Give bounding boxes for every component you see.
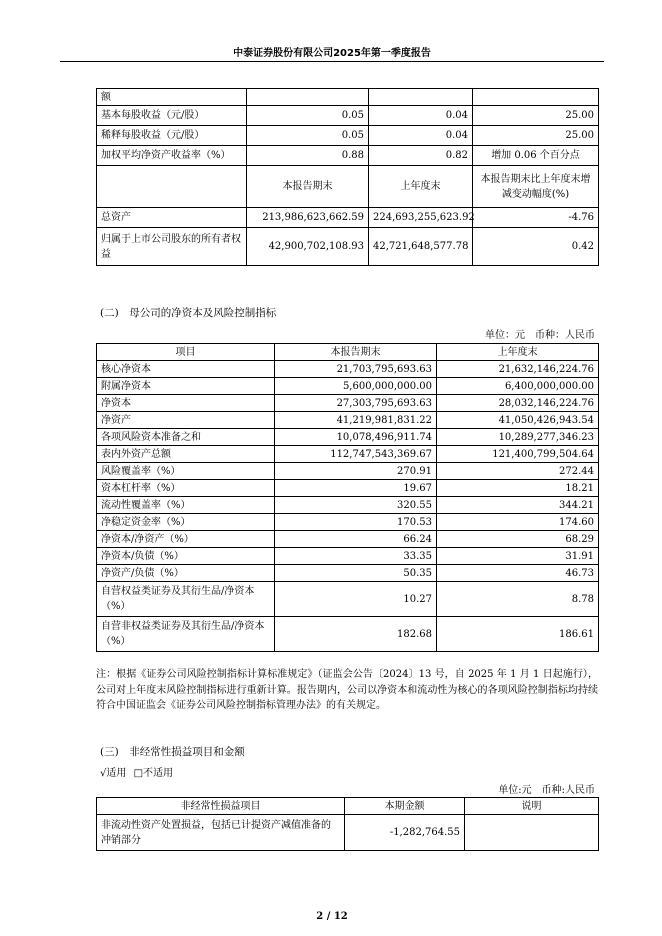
cell-label: 自营非权益类证券及其衍生品/净资本（%）	[97, 617, 275, 652]
cell-value: 10.27	[275, 582, 437, 617]
table-row	[97, 815, 599, 851]
cell-value: 0.05	[247, 126, 369, 146]
cell-label: 流动性覆盖率（%）	[97, 497, 275, 514]
table-row	[97, 378, 599, 395]
cell-label: 稀释每股收益（元/股）	[97, 126, 247, 146]
cell-label: 归属于上市公司股东的所有者权益	[97, 228, 247, 266]
table-row	[97, 146, 599, 166]
cell-label: 额	[97, 89, 247, 106]
applicable-checkbox: √适用	[100, 768, 127, 779]
not-applicable-checkbox: □不适用	[133, 768, 174, 779]
cell-label: 净资产	[97, 412, 275, 429]
cell-value: 0.82	[369, 146, 473, 166]
cell-value: 42,721,648,577.78	[369, 228, 473, 266]
cell-value: 272.44	[437, 463, 599, 480]
table-row	[97, 446, 599, 463]
cell-value: 21,632,146,224.76	[437, 361, 599, 378]
cell-value: 21,703,795,693.63	[275, 361, 437, 378]
table-row	[97, 106, 599, 126]
cell-value: 增加 0.06 个百分点	[473, 146, 599, 166]
cell-value: 42,900,702,108.93	[247, 228, 369, 266]
table-row	[97, 582, 599, 617]
cell-value: 19.67	[275, 480, 437, 497]
cell-value: 224,693,255,623.92	[369, 208, 473, 228]
cell-label: 净资本/净资产（%）	[97, 531, 275, 548]
table-header-row	[97, 344, 599, 361]
cell-value: 27,303,795,693.63	[275, 395, 437, 412]
non-recurring-table	[96, 797, 599, 851]
table-header-row	[97, 798, 599, 815]
cell-value: 28,032,146,224.76	[437, 395, 599, 412]
table-header-row	[97, 166, 599, 208]
cell-value: -4.76	[473, 208, 599, 228]
col-header: 本报告期末	[247, 166, 369, 208]
table-row	[97, 617, 599, 652]
cell-value: 0.04	[369, 126, 473, 146]
table-row	[97, 565, 599, 582]
cell-value: 18.21	[437, 480, 599, 497]
cell-label: 净资本	[97, 395, 275, 412]
cell-value: 10,078,496,911.74	[275, 429, 437, 446]
section-3-title: (三) 非经常性损益项目和金额	[100, 746, 245, 758]
page-header-title: 中泰证券股份有限公司2025年第一季度报告	[233, 48, 431, 59]
cell-value: 170.53	[275, 514, 437, 531]
cell-value: 0.05	[247, 106, 369, 126]
cell-value: 25.00	[473, 106, 599, 126]
cell-value	[465, 815, 599, 851]
cell-value: 121,400,799,504.64	[437, 446, 599, 463]
cell-value: 182.68	[275, 617, 437, 652]
cell-value: 10,289,277,346.23	[437, 429, 599, 446]
cell-value: 8.78	[437, 582, 599, 617]
table-row	[97, 497, 599, 514]
cell-value: 68.29	[437, 531, 599, 548]
cell-value: 0.88	[247, 146, 369, 166]
col-header: 说明	[465, 798, 599, 815]
cell-label: 风险覆盖率（%）	[97, 463, 275, 480]
cell-value: 0.04	[369, 106, 473, 126]
section-2-note: 注：根据《证券公司风险控制指标计算标准规定》（证监会公告〔2024〕13 号，自 2025 年 1 月 1 日起施行），公司对上年度末风险控制指标进行重新计算。报告期内，公司以净资本和流动性为核心的各项风险控制指标均持续符合中国证监会《证券公司风险控制指标管理办法》的有关规定。	[96, 669, 598, 711]
col-header: 本报告期末比上年度末增减变动幅度(%)	[473, 166, 599, 208]
cell-label: 资本杠杆率（%）	[97, 480, 275, 497]
cell-value: 270.91	[275, 463, 437, 480]
cell-value: 50.35	[275, 565, 437, 582]
section-2-title: (二) 母公司的净资本及风险控制指标	[100, 307, 277, 319]
cell-label: 附属净资本	[97, 378, 275, 395]
table-row	[97, 89, 599, 106]
cell-label: 核心净资本	[97, 361, 275, 378]
section-2-unit: 单位：元 币种：人民币	[485, 330, 595, 341]
col-header: 上年度末	[437, 344, 599, 361]
cell-label: 净稳定资金率（%）	[97, 514, 275, 531]
cell-value: 41,050,426,943.54	[437, 412, 599, 429]
table-row	[97, 228, 599, 266]
cell-label: 自营权益类证券及其衍生品/净资本（%）	[97, 582, 275, 617]
cell-value: 344.21	[437, 497, 599, 514]
table-row	[97, 531, 599, 548]
cell-label: 加权平均净资产收益率（%）	[97, 146, 247, 166]
cell-value: 174.60	[437, 514, 599, 531]
cell-value: 6,400,000,000.00	[437, 378, 599, 395]
cell-label: 净资产/负债（%）	[97, 565, 275, 582]
net-capital-table	[96, 343, 599, 652]
header-divider	[60, 61, 604, 62]
page-number: 2 / 12	[316, 911, 348, 922]
col-header: 非经常性损益项目	[97, 798, 345, 815]
cell-value: 0.42	[473, 228, 599, 266]
cell-value: 186.61	[437, 617, 599, 652]
cell-value: 41,219,981,831.22	[275, 412, 437, 429]
cell-value: -1,282,764.55	[345, 815, 465, 851]
table-row	[97, 361, 599, 378]
key-financial-table	[96, 88, 599, 266]
table-row	[97, 514, 599, 531]
cell-label: 净资本/负债（%）	[97, 548, 275, 565]
col-header: 本报告期末	[275, 344, 437, 361]
applicability-options	[100, 764, 173, 779]
cell-value: 46.73	[437, 565, 599, 582]
table-row	[97, 126, 599, 146]
col-header: 项目	[97, 344, 275, 361]
table-row	[97, 480, 599, 497]
col-header: 上年度末	[369, 166, 473, 208]
cell-label: 基本每股收益（元/股）	[97, 106, 247, 126]
cell-value: 213,986,623,662.59	[247, 208, 369, 228]
cell-value: 5,600,000,000.00	[275, 378, 437, 395]
col-header: 本期金额	[345, 798, 465, 815]
cell-label: 表内外资产总额	[97, 446, 275, 463]
table-row	[97, 412, 599, 429]
table-row	[97, 395, 599, 412]
cell-value: 66.24	[275, 531, 437, 548]
cell-value: 112,747,543,369.67	[275, 446, 437, 463]
cell-label: 各项风险资本准备之和	[97, 429, 275, 446]
cell-label: 非流动性资产处置损益，包括已计提资产减值准备的冲销部分	[97, 815, 345, 851]
cell-value: 33.35	[275, 548, 437, 565]
table-row	[97, 463, 599, 480]
table-row	[97, 208, 599, 228]
cell-label: 总资产	[97, 208, 247, 228]
cell-value: 31.91	[437, 548, 599, 565]
table-row	[97, 429, 599, 446]
section-3-unit: 单位:元 币种:人民币	[498, 785, 595, 796]
table-row	[97, 548, 599, 565]
cell-value: 25.00	[473, 126, 599, 146]
cell-value: 320.55	[275, 497, 437, 514]
